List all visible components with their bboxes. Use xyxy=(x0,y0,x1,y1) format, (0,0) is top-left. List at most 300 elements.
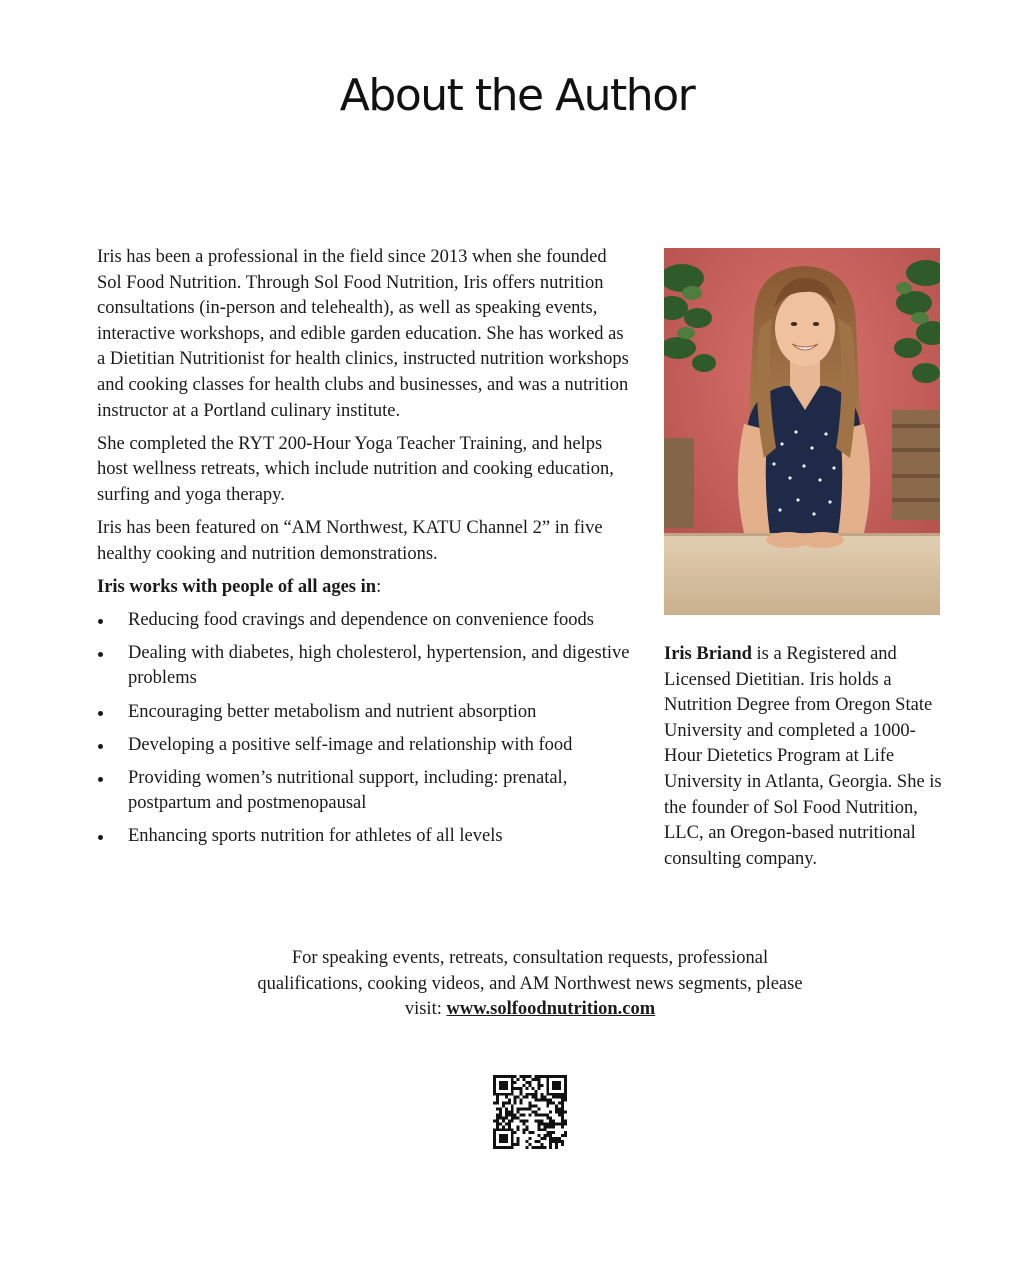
qr-module xyxy=(499,1075,502,1078)
qr-module xyxy=(511,1093,514,1096)
qr-module xyxy=(537,1113,540,1116)
qr-module xyxy=(529,1113,532,1116)
qr-module xyxy=(558,1137,561,1140)
qr-module xyxy=(493,1075,496,1078)
qr-module xyxy=(561,1075,564,1078)
bullet-icon xyxy=(98,711,103,716)
qr-module xyxy=(517,1128,520,1131)
qr-module xyxy=(511,1113,514,1116)
bullet-icon xyxy=(98,619,103,624)
qr-module xyxy=(523,1131,526,1134)
qr-module xyxy=(508,1125,511,1128)
qr-module xyxy=(523,1128,526,1131)
qr-module xyxy=(558,1113,561,1116)
qr-module xyxy=(540,1075,543,1078)
qr-module xyxy=(546,1078,549,1081)
qr-module xyxy=(520,1108,523,1111)
qr-module xyxy=(543,1096,546,1099)
qr-module xyxy=(552,1087,555,1090)
qr-module xyxy=(558,1081,561,1084)
qr-module xyxy=(529,1143,532,1146)
qr-module xyxy=(549,1125,552,1128)
author-bio xyxy=(664,642,949,872)
qr-module xyxy=(523,1119,526,1122)
qr-module xyxy=(496,1128,499,1131)
qr-module xyxy=(555,1140,558,1143)
qr-module xyxy=(511,1087,514,1090)
qr-module xyxy=(555,1093,558,1096)
list-item xyxy=(97,608,632,634)
qr-module xyxy=(552,1122,555,1125)
qr-module xyxy=(496,1113,499,1116)
qr-module xyxy=(493,1140,496,1143)
qr-module xyxy=(526,1075,529,1078)
qr-module xyxy=(564,1084,567,1087)
qr-module xyxy=(531,1078,534,1081)
qr-module xyxy=(502,1146,505,1149)
qr-module xyxy=(561,1119,564,1122)
qr-module xyxy=(537,1140,540,1143)
qr-module xyxy=(546,1084,549,1087)
website-link[interactable]: www.solfoodnutrition.com xyxy=(446,999,656,1020)
qr-module xyxy=(499,1081,502,1084)
qr-module xyxy=(549,1134,552,1137)
qr-module xyxy=(558,1140,561,1143)
qr-module xyxy=(511,1111,514,1114)
qr-module xyxy=(549,1111,552,1114)
qr-module xyxy=(534,1146,537,1149)
qr-module xyxy=(555,1105,558,1108)
qr-module xyxy=(537,1108,540,1111)
qr-module xyxy=(520,1093,523,1096)
qr-module xyxy=(534,1105,537,1108)
focus-areas-list xyxy=(97,608,632,850)
qr-module xyxy=(561,1099,564,1102)
qr-module xyxy=(493,1078,496,1081)
qr-module xyxy=(529,1102,532,1105)
qr-module xyxy=(537,1075,540,1078)
qr-module xyxy=(514,1075,517,1078)
qr-module xyxy=(505,1084,508,1087)
qr-module xyxy=(511,1137,514,1140)
qr-module xyxy=(508,1113,511,1116)
qr-module xyxy=(555,1108,558,1111)
qr-module xyxy=(549,1093,552,1096)
qr-module xyxy=(496,1108,499,1111)
qr-module xyxy=(552,1131,555,1134)
qr-module xyxy=(549,1137,552,1140)
qr-module xyxy=(520,1113,523,1116)
qr-module xyxy=(534,1096,537,1099)
qr-module xyxy=(531,1146,534,1149)
qr-module xyxy=(502,1134,505,1137)
qr-module xyxy=(540,1122,543,1125)
qr-module xyxy=(493,1146,496,1149)
qr-module xyxy=(546,1105,549,1108)
qr-module xyxy=(511,1134,514,1137)
qr-module xyxy=(517,1108,520,1111)
qr-module xyxy=(529,1137,532,1140)
qr-code[interactable] xyxy=(493,1075,567,1149)
qr-module xyxy=(511,1128,514,1131)
qr-module xyxy=(514,1116,517,1119)
qr-module xyxy=(529,1105,532,1108)
qr-module xyxy=(546,1081,549,1084)
list-item-text: Encouraging better metabolism and nutrient absorption xyxy=(128,701,537,722)
qr-module xyxy=(514,1081,517,1084)
qr-module xyxy=(499,1140,502,1143)
qr-module xyxy=(546,1093,549,1096)
qr-module xyxy=(523,1096,526,1099)
qr-module xyxy=(558,1084,561,1087)
qr-module xyxy=(543,1099,546,1102)
qr-module xyxy=(549,1116,552,1119)
qr-module xyxy=(511,1105,514,1108)
qr-module xyxy=(511,1131,514,1134)
qr-module xyxy=(555,1081,558,1084)
qr-module xyxy=(508,1093,511,1096)
qr-module xyxy=(499,1128,502,1131)
list-item-text: Reducing food cravings and dependence on convenience foods xyxy=(128,609,594,630)
qr-module xyxy=(564,1075,567,1078)
qr-module xyxy=(561,1111,564,1114)
qr-module xyxy=(493,1102,496,1105)
qr-module xyxy=(561,1113,564,1116)
qr-module xyxy=(520,1087,523,1090)
list-lead xyxy=(97,575,632,601)
qr-module xyxy=(537,1087,540,1090)
qr-module xyxy=(531,1111,534,1114)
main-text-column xyxy=(97,245,632,857)
qr-module xyxy=(502,1140,505,1143)
qr-module xyxy=(552,1102,555,1105)
qr-module xyxy=(529,1108,532,1111)
qr-module xyxy=(508,1128,511,1131)
list-lead-suffix: : xyxy=(376,576,382,597)
qr-module xyxy=(499,1084,502,1087)
qr-module xyxy=(505,1116,508,1119)
qr-module xyxy=(493,1119,496,1122)
qr-module xyxy=(523,1122,526,1125)
qr-module xyxy=(505,1102,508,1105)
qr-module xyxy=(499,1113,502,1116)
qr-module xyxy=(526,1081,529,1084)
qr-module xyxy=(555,1122,558,1125)
qr-module xyxy=(543,1125,546,1128)
qr-module xyxy=(555,1146,558,1149)
qr-module xyxy=(496,1075,499,1078)
list-lead-bold: Iris works with people of all ages in xyxy=(97,576,377,597)
qr-module xyxy=(546,1099,549,1102)
qr-module xyxy=(505,1137,508,1140)
qr-module xyxy=(523,1084,526,1087)
qr-module xyxy=(511,1081,514,1084)
qr-module xyxy=(505,1075,508,1078)
qr-module xyxy=(552,1140,555,1143)
qr-module xyxy=(561,1105,564,1108)
qr-module xyxy=(543,1134,546,1137)
qr-module xyxy=(526,1146,529,1149)
qr-module xyxy=(508,1146,511,1149)
qr-module xyxy=(546,1075,549,1078)
qr-module xyxy=(555,1111,558,1114)
qr-module xyxy=(502,1119,505,1122)
qr-module xyxy=(520,1119,523,1122)
qr-module xyxy=(517,1125,520,1128)
qr-module xyxy=(496,1125,499,1128)
qr-module xyxy=(499,1116,502,1119)
qr-module xyxy=(549,1122,552,1125)
qr-module xyxy=(549,1131,552,1134)
qr-module xyxy=(511,1116,514,1119)
qr-module xyxy=(543,1075,546,1078)
qr-module xyxy=(526,1125,529,1128)
qr-module xyxy=(540,1099,543,1102)
qr-module xyxy=(502,1125,505,1128)
qr-module xyxy=(520,1102,523,1105)
qr-module xyxy=(505,1081,508,1084)
qr-module xyxy=(561,1096,564,1099)
qr-module xyxy=(549,1146,552,1149)
qr-module xyxy=(537,1078,540,1081)
qr-module xyxy=(549,1102,552,1105)
qr-module xyxy=(561,1122,564,1125)
qr-module xyxy=(529,1093,532,1096)
qr-module xyxy=(499,1093,502,1096)
qr-module xyxy=(496,1096,499,1099)
qr-module xyxy=(526,1096,529,1099)
list-item-text: Dealing with diabetes, high cholesterol, hypertension, and digestive problems xyxy=(128,642,630,689)
qr-module xyxy=(514,1099,517,1102)
qr-module xyxy=(505,1087,508,1090)
qr-module xyxy=(505,1108,508,1111)
qr-module xyxy=(514,1143,517,1146)
contact-note xyxy=(240,946,820,1023)
qr-module xyxy=(493,1128,496,1131)
qr-module xyxy=(558,1111,561,1114)
qr-module xyxy=(540,1137,543,1140)
qr-module xyxy=(511,1084,514,1087)
qr-module xyxy=(508,1111,511,1114)
qr-module xyxy=(496,1093,499,1096)
qr-module xyxy=(499,1087,502,1090)
qr-module xyxy=(546,1102,549,1105)
qr-module xyxy=(526,1093,529,1096)
qr-module xyxy=(493,1131,496,1134)
qr-module xyxy=(505,1122,508,1125)
qr-module xyxy=(534,1090,537,1093)
qr-module xyxy=(552,1075,555,1078)
qr-module xyxy=(540,1084,543,1087)
qr-module xyxy=(558,1108,561,1111)
qr-module xyxy=(505,1096,508,1099)
qr-module xyxy=(555,1137,558,1140)
qr-module xyxy=(546,1090,549,1093)
qr-module xyxy=(502,1105,505,1108)
bullet-icon xyxy=(98,652,103,657)
qr-module xyxy=(520,1099,523,1102)
qr-module xyxy=(505,1113,508,1116)
qr-module xyxy=(508,1075,511,1078)
qr-module xyxy=(511,1140,514,1143)
qr-module xyxy=(564,1119,567,1122)
qr-module xyxy=(555,1087,558,1090)
qr-module xyxy=(514,1131,517,1134)
list-item xyxy=(97,641,632,692)
qr-module xyxy=(552,1125,555,1128)
qr-module xyxy=(531,1105,534,1108)
qr-module xyxy=(526,1140,529,1143)
qr-module xyxy=(561,1125,564,1128)
qr-module xyxy=(505,1128,508,1131)
paragraph-tv-features: Iris has been featured on “AM Northwest, KATU Channel 2” in five healthy cooking and nutrition demonstrations. xyxy=(97,517,603,564)
qr-module xyxy=(505,1134,508,1137)
qr-module xyxy=(534,1113,537,1116)
qr-module xyxy=(505,1140,508,1143)
qr-module xyxy=(549,1075,552,1078)
qr-module xyxy=(502,1116,505,1119)
qr-module xyxy=(537,1125,540,1128)
qr-module xyxy=(534,1078,537,1081)
qr-module xyxy=(517,1087,520,1090)
qr-module xyxy=(546,1122,549,1125)
qr-module xyxy=(552,1081,555,1084)
qr-module xyxy=(520,1075,523,1078)
qr-module xyxy=(546,1113,549,1116)
qr-module xyxy=(499,1137,502,1140)
qr-module xyxy=(552,1093,555,1096)
qr-module xyxy=(502,1137,505,1140)
qr-module xyxy=(537,1128,540,1131)
qr-module xyxy=(561,1140,564,1143)
qr-module xyxy=(523,1113,526,1116)
qr-module xyxy=(526,1108,529,1111)
qr-module xyxy=(496,1116,499,1119)
qr-module xyxy=(531,1096,534,1099)
qr-module xyxy=(564,1090,567,1093)
qr-module xyxy=(552,1119,555,1122)
qr-module xyxy=(502,1084,505,1087)
qr-module xyxy=(540,1128,543,1131)
qr-module xyxy=(564,1099,567,1102)
qr-module xyxy=(534,1140,537,1143)
qr-module xyxy=(529,1131,532,1134)
list-item-text: Providing women’s nutritional support, including: prenatal, postpartum and postmenopausal xyxy=(128,767,568,814)
qr-module xyxy=(529,1081,532,1084)
list-item xyxy=(97,700,632,726)
qr-module xyxy=(493,1137,496,1140)
qr-module xyxy=(517,1111,520,1114)
bullet-icon xyxy=(98,777,103,782)
qr-module xyxy=(546,1134,549,1137)
qr-module xyxy=(496,1122,499,1125)
qr-module xyxy=(552,1096,555,1099)
qr-module xyxy=(493,1087,496,1090)
qr-module xyxy=(505,1093,508,1096)
qr-module xyxy=(549,1119,552,1122)
qr-module xyxy=(499,1111,502,1114)
qr-module xyxy=(537,1119,540,1122)
qr-module xyxy=(502,1128,505,1131)
qr-module xyxy=(537,1081,540,1084)
page-title: About the Author xyxy=(339,70,695,121)
qr-module xyxy=(517,1143,520,1146)
qr-module xyxy=(561,1134,564,1137)
qr-module xyxy=(549,1140,552,1143)
qr-module xyxy=(534,1111,537,1114)
paragraph-career: Iris has been a professional in the field since 2013 when she founded Sol Food Nutrition. Through Sol Food Nutrition, Iris offers nutrition consultations (in-person and telehealth), as well as speaking events, interactive workshops, and edible garden education. She has worked as a Dietitian Nutritionist for health clinics, instructed nutrition workshops and cooking classes for health clubs and businesses, and was a nutrition instructor at a Portland culinary institute. xyxy=(97,247,629,421)
qr-module xyxy=(537,1146,540,1149)
qr-module xyxy=(531,1093,534,1096)
qr-module xyxy=(555,1143,558,1146)
qr-module xyxy=(558,1075,561,1078)
qr-module xyxy=(514,1087,517,1090)
list-item xyxy=(97,824,632,850)
qr-module xyxy=(496,1146,499,1149)
author-name: Iris Briand xyxy=(664,644,752,664)
qr-module xyxy=(526,1119,529,1122)
qr-module xyxy=(555,1084,558,1087)
qr-module xyxy=(529,1075,532,1078)
qr-module xyxy=(531,1087,534,1090)
qr-module xyxy=(511,1146,514,1149)
qr-module xyxy=(523,1075,526,1078)
qr-module xyxy=(499,1108,502,1111)
qr-module xyxy=(540,1146,543,1149)
list-item-text: Enhancing sports nutrition for athletes of all levels xyxy=(128,826,503,847)
qr-module xyxy=(564,1111,567,1114)
qr-module xyxy=(517,1116,520,1119)
qr-module xyxy=(564,1087,567,1090)
qr-module xyxy=(502,1081,505,1084)
qr-module xyxy=(514,1113,517,1116)
qr-module xyxy=(555,1096,558,1099)
qr-module xyxy=(493,1084,496,1087)
qr-module xyxy=(502,1102,505,1105)
qr-module xyxy=(564,1134,567,1137)
qr-module xyxy=(502,1087,505,1090)
qr-module xyxy=(543,1137,546,1140)
qr-module xyxy=(508,1119,511,1122)
qr-module xyxy=(564,1078,567,1081)
paragraph-yoga: She completed the RYT 200-Hour Yoga Teacher Training, and helps host wellness retreats, which include nutrition and cooking education, surfing and yoga therapy. xyxy=(97,433,614,505)
qr-module xyxy=(502,1093,505,1096)
qr-module xyxy=(499,1146,502,1149)
qr-module xyxy=(564,1081,567,1084)
qr-module xyxy=(546,1125,549,1128)
qr-module xyxy=(534,1093,537,1096)
qr-module xyxy=(505,1111,508,1114)
author-bio-text: is a Registered and Licensed Dietitian. Iris holds a Nutrition Degree from Oregon State University and completed a 1000-Hour Dietetics Program at Life University in Atlanta, Georgia. She is the founder of Sol Food Nutrition, LLC, an Oregon-based nutritional consulting company. xyxy=(664,644,942,869)
qr-module xyxy=(552,1084,555,1087)
qr-module xyxy=(564,1122,567,1125)
qr-module xyxy=(496,1099,499,1102)
qr-module xyxy=(561,1116,564,1119)
qr-module xyxy=(552,1137,555,1140)
qr-module xyxy=(517,1137,520,1140)
qr-module xyxy=(543,1122,546,1125)
qr-module xyxy=(526,1128,529,1131)
qr-module xyxy=(564,1096,567,1099)
qr-module xyxy=(526,1087,529,1090)
qr-module xyxy=(534,1099,537,1102)
qr-module xyxy=(511,1078,514,1081)
qr-module xyxy=(549,1143,552,1146)
qr-module xyxy=(537,1099,540,1102)
qr-module xyxy=(537,1122,540,1125)
qr-module xyxy=(511,1075,514,1078)
qr-module xyxy=(499,1134,502,1137)
